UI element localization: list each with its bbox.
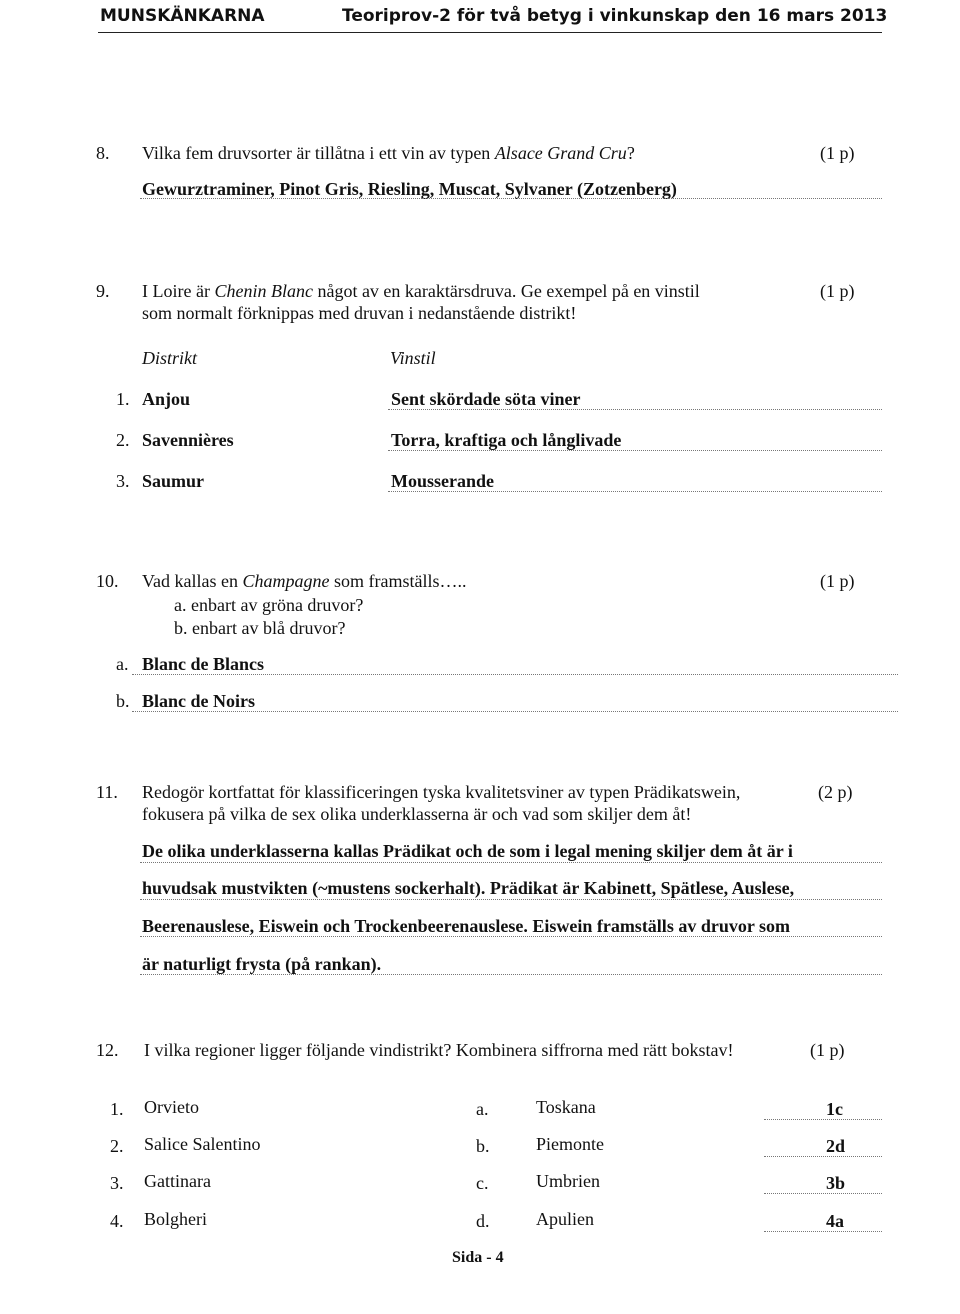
q11-answer-line-text: är naturligt frysta (på rankan).: [142, 954, 382, 974]
q10-answer-text: Blanc de Noirs: [142, 691, 256, 711]
q9-text-after: något av en karaktärsdruva. Ge exempel på en vinstil: [312, 281, 700, 301]
q12-row-region: Umbrien: [536, 1171, 600, 1191]
q10-text-italic: Champagne: [242, 571, 330, 591]
q9-row-district: Savennières: [142, 430, 234, 450]
q11-answer-rule: [140, 974, 882, 975]
q8-question: [142, 143, 635, 164]
header-right: Teoriprov-2 för två betyg i vinkunskap den 16 mars 2013: [342, 6, 888, 26]
q9-row-line: [388, 450, 882, 451]
header-left: MUNSKÄNKARNA: [100, 6, 265, 26]
q11-question-line2: fokusera på vilka de sex olika underklasserna är och vad som skiljer dem åt!: [142, 804, 692, 824]
q12-points: (1 p): [810, 1040, 845, 1060]
q12-row-answer: 4a: [826, 1211, 844, 1231]
q9-row-style: Torra, kraftiga och långlivade: [391, 430, 622, 450]
q11-answer-rule: [140, 899, 882, 900]
q9-question-line1: [142, 281, 700, 302]
q12-row-answer: 3b: [826, 1173, 846, 1193]
q10-answer-text: Blanc de Blancs: [142, 654, 265, 674]
q9-row-num: 3.: [116, 471, 130, 491]
q11-answer-rule: [140, 936, 882, 937]
q12-row-district: Orvieto: [144, 1097, 199, 1117]
q10-answer-line: [132, 674, 898, 675]
q8-answer-line: [140, 198, 882, 199]
q9-question-line2: som normalt förknippas med druvan i nedanstående distrikt!: [142, 303, 577, 323]
q12-question: I vilka regioner ligger följande vindistrikt? Kombinera siffrorna med rätt bokstav!: [144, 1040, 734, 1060]
q11-question-line1: Redogör kortfattat för klassificeringen tyska kvalitetsviner av typen Prädikatswein,: [142, 782, 741, 802]
q10-answer-letter: b.: [116, 691, 130, 711]
q11-answer-line-text: De olika underklasserna kallas Prädikat och de som i legal mening skiljer dem åt är i: [142, 841, 793, 861]
q12-row-num: 2.: [110, 1136, 124, 1156]
q12-answer-line: [764, 1231, 882, 1232]
q11-number: 11.: [96, 782, 118, 802]
q9-row-style: Sent skördade söta viner: [391, 389, 581, 409]
q8-text-before: Vilka fem druvsorter är tillåtna i ett vin av typen: [142, 143, 495, 163]
q11-answer-line-text: Beerenauslese, Eiswein och Trockenbeerenauslese. Eiswein framställs av druvor som: [142, 916, 790, 936]
q12-row-region: Piemonte: [536, 1134, 604, 1154]
q10-points: (1 p): [820, 571, 855, 591]
q8-text-after: ?: [626, 143, 635, 163]
q12-row-num: 1.: [110, 1099, 124, 1119]
q9-number: 9.: [96, 281, 110, 301]
q8-number: 8.: [96, 143, 110, 163]
q12-row-region: Toskana: [536, 1097, 596, 1117]
q10-question: [142, 571, 466, 592]
q10-text-before: Vad kallas en: [142, 571, 243, 591]
q9-row-line: [388, 409, 882, 410]
q12-row-letter: a.: [476, 1099, 489, 1119]
q10-sub-a: a. enbart av gröna druvor?: [174, 595, 364, 615]
q12-row-region: Apulien: [536, 1209, 594, 1229]
q8-points: (1 p): [820, 143, 855, 163]
q12-row-letter: b.: [476, 1136, 490, 1156]
q10-answer-line: [132, 711, 898, 712]
q11-points: (2 p): [818, 782, 853, 802]
q8-text-italic: Alsace Grand Cru: [494, 143, 627, 163]
q12-answer-line: [764, 1119, 882, 1120]
q9-row-district: Anjou: [142, 389, 191, 409]
header-rule: [98, 32, 882, 33]
q9-row-num: 1.: [116, 389, 130, 409]
q12-answer-line: [764, 1156, 882, 1157]
q11-answer-line-text: huvudsak mustvikten (~mustens sockerhalt). Prädikat är Kabinett, Spätlese, Auslese,: [142, 878, 795, 898]
q9-points: (1 p): [820, 281, 855, 301]
q9-col-style: Vinstil: [390, 348, 436, 368]
q9-text-before: I Loire är: [142, 281, 215, 301]
q9-row-district: Saumur: [142, 471, 205, 491]
q9-row-style: Mousserande: [391, 471, 494, 491]
q12-row-district: Gattinara: [144, 1171, 211, 1191]
q12-row-letter: d.: [476, 1211, 490, 1231]
q10-answer-letter: a.: [116, 654, 129, 674]
q10-number: 10.: [96, 571, 119, 591]
q12-answer-line: [764, 1193, 882, 1194]
page-number: Sida - 4: [452, 1249, 504, 1266]
q12-row-num: 3.: [110, 1173, 124, 1193]
q11-answer-rule: [140, 862, 882, 863]
q9-text-italic: Chenin Blanc: [214, 281, 313, 301]
q12-number: 12.: [96, 1040, 119, 1060]
q9-row-num: 2.: [116, 430, 130, 450]
q12-row-letter: c.: [476, 1173, 489, 1193]
q12-row-answer: 1c: [826, 1099, 843, 1119]
q9-col-district: Distrikt: [142, 348, 198, 368]
q8-answer: Gewurztraminer, Pinot Gris, Riesling, Muscat, Sylvaner (Zotzenberg): [142, 179, 677, 199]
q9-row-line: [388, 491, 882, 492]
q12-row-answer: 2d: [826, 1136, 846, 1156]
q12-row-num: 4.: [110, 1211, 124, 1231]
q12-row-district: Bolgheri: [144, 1209, 207, 1229]
q10-sub-b: b. enbart av blå druvor?: [174, 618, 346, 638]
q10-text-after: som framställs…..: [329, 571, 467, 591]
q12-row-district: Salice Salentino: [144, 1134, 261, 1154]
